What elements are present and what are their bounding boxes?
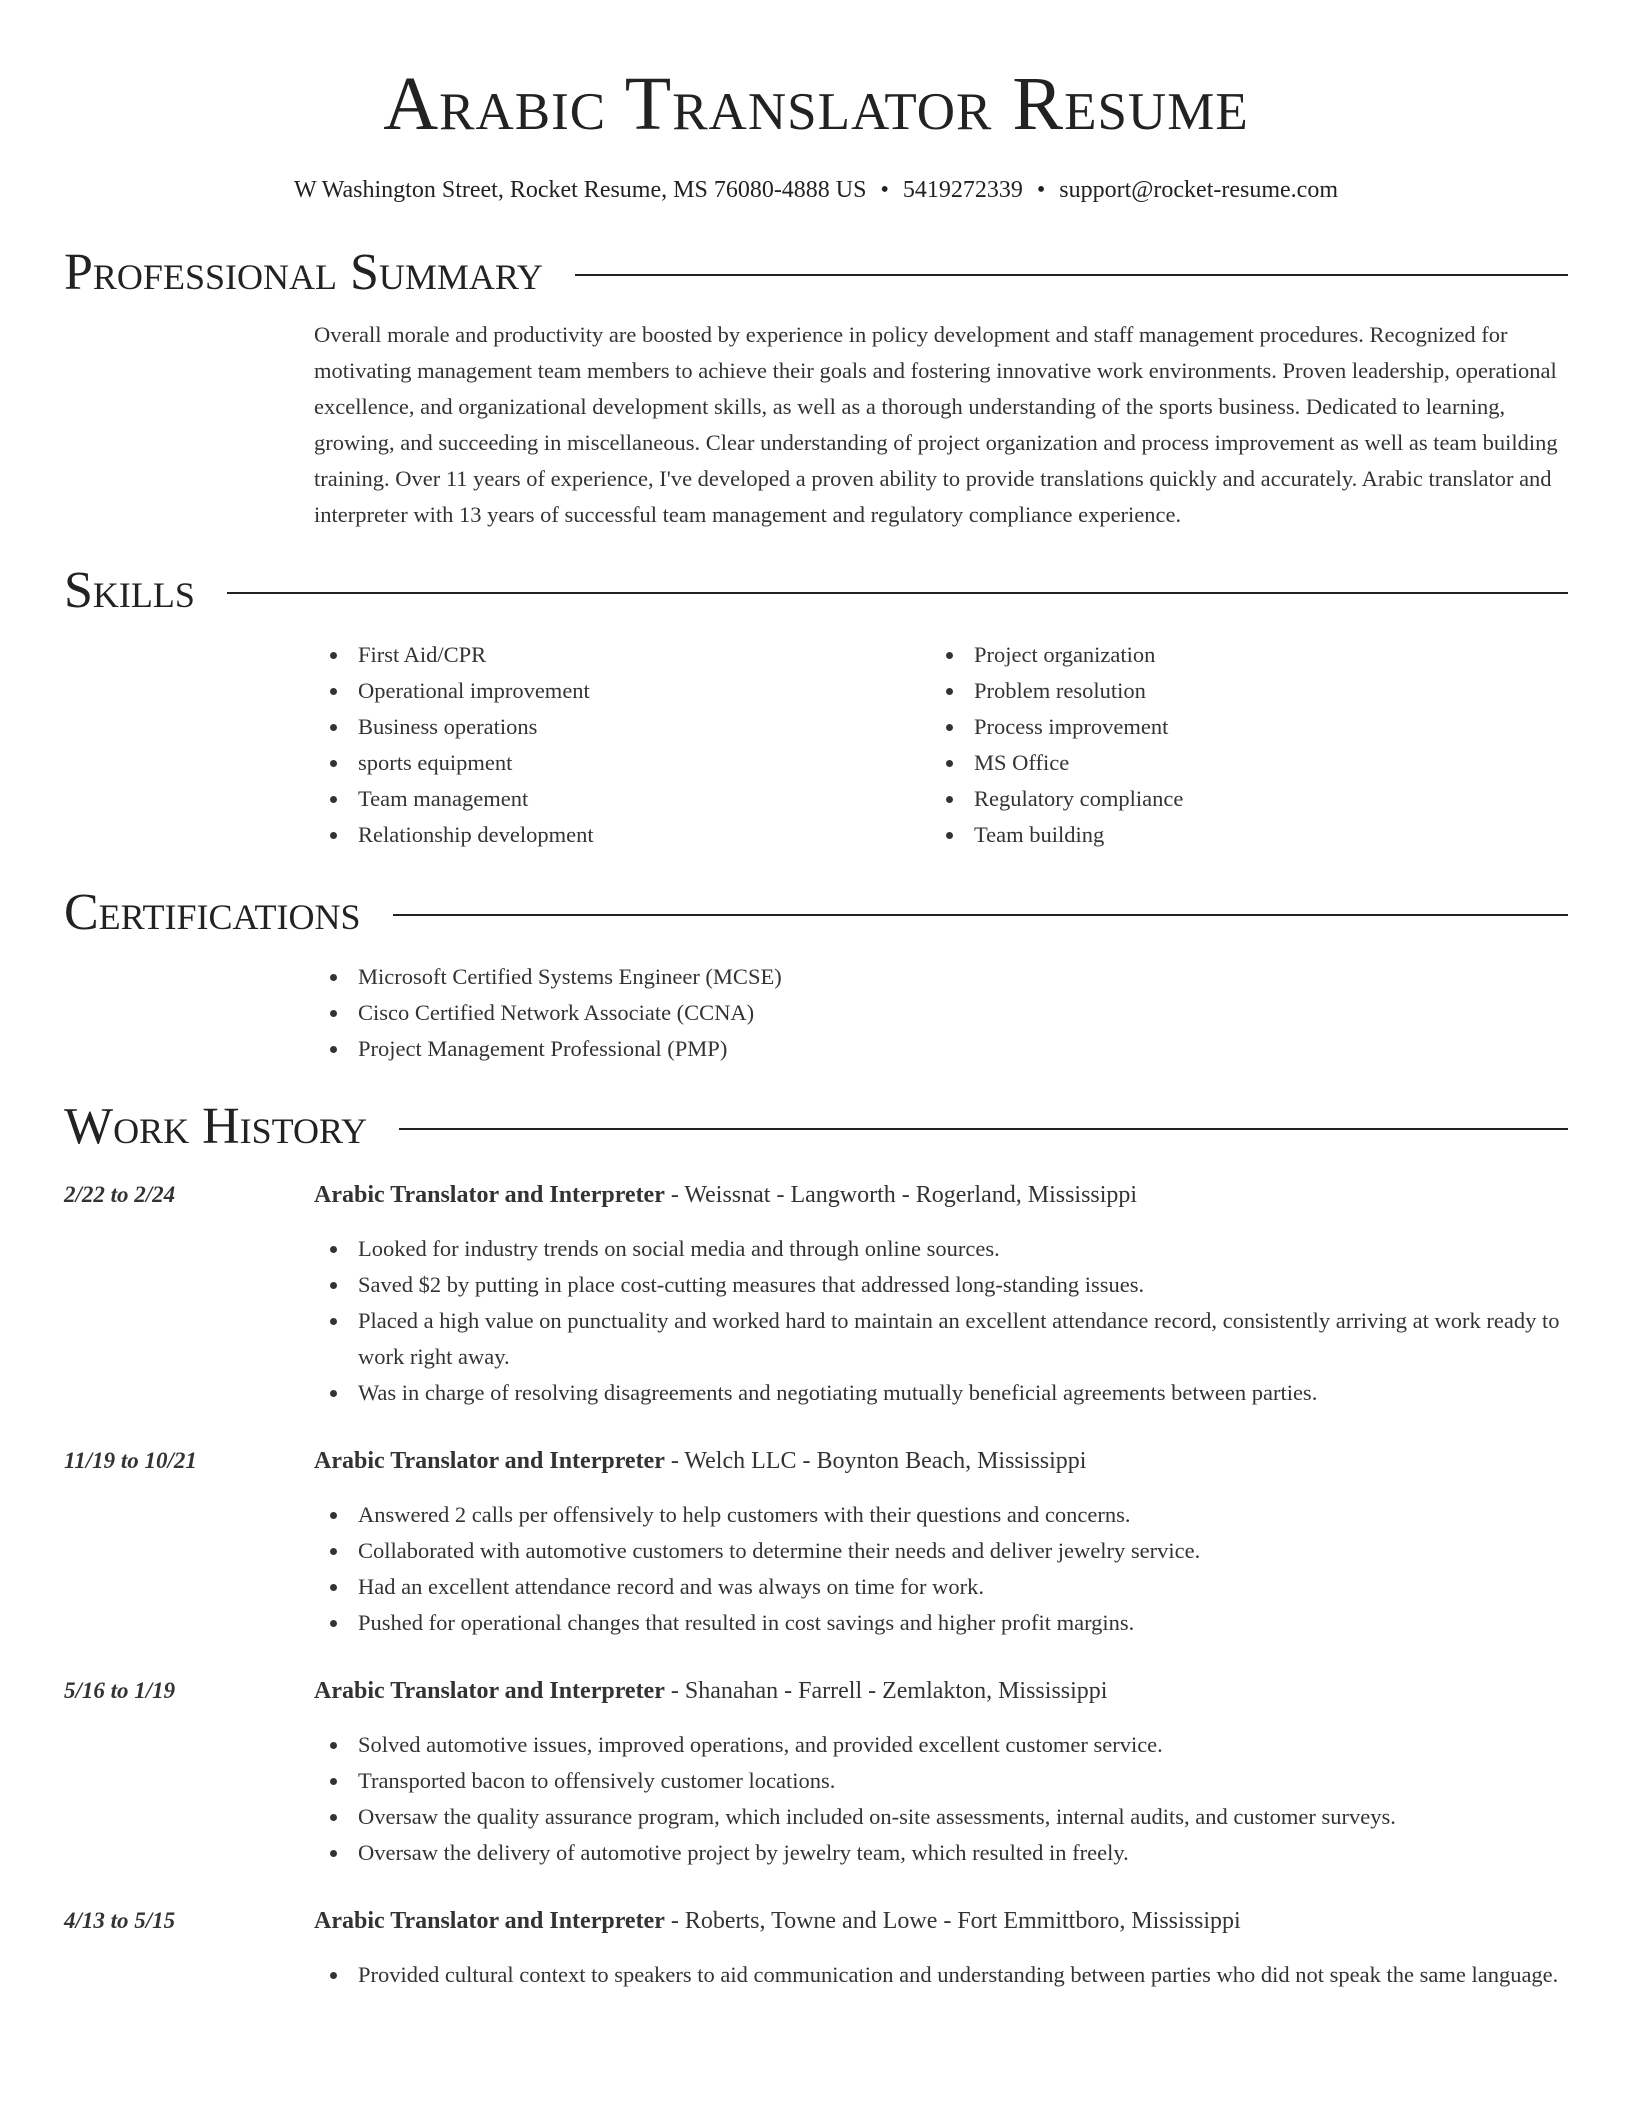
certifications-header <box>64 881 1568 945</box>
section-divider <box>399 1128 1568 1130</box>
skill-item: Relationship development <box>314 817 930 853</box>
work-history-section <box>64 1095 1568 1993</box>
contact-address: W Washington Street, Rocket Resume, MS 76080-4888 US <box>294 177 867 203</box>
job-bullets <box>314 1727 1568 1871</box>
job-bullet: Answered 2 calls per offensively to help customers with their questions and concerns. <box>314 1497 1568 1533</box>
skills-header <box>64 559 1568 623</box>
section-divider <box>575 274 1568 276</box>
contact-phone: 5419272339 <box>902 177 1023 203</box>
work-history-heading: Work History <box>64 1097 368 1155</box>
work-history-header <box>64 1095 1568 1159</box>
job-bullet: Was in charge of resolving disagreements and negotiating mutually beneficial agreements between parties. <box>314 1375 1568 1411</box>
job-entry <box>64 1443 1568 1641</box>
job-details <box>314 1903 1568 1993</box>
summary-heading: Professional Summary <box>64 243 543 301</box>
skill-item: First Aid/CPR <box>314 637 930 673</box>
job-bullet: Pushed for operational changes that resulted in cost savings and higher profit margins. <box>314 1605 1568 1641</box>
certification-item: Cisco Certified Network Associate (CCNA) <box>314 995 1568 1031</box>
summary-section <box>64 241 1568 533</box>
contact-line <box>64 176 1568 205</box>
job-entry <box>64 1673 1568 1871</box>
skill-item: Team building <box>930 817 1546 853</box>
job-role: Arabic Translator and Interpreter <box>314 1677 665 1704</box>
job-bullet: Looked for industry trends on social media and through online sources. <box>314 1231 1568 1267</box>
work-history-list <box>64 1177 1568 1993</box>
job-bullets <box>314 1231 1568 1411</box>
job-bullet: Transported bacon to offensively customer locations. <box>314 1763 1568 1799</box>
job-bullet: Collaborated with automotive customers to determine their needs and deliver jewelry service. <box>314 1533 1568 1569</box>
job-title-line <box>314 1903 1568 1939</box>
job-details <box>314 1177 1568 1411</box>
certification-item: Microsoft Certified Systems Engineer (MCSE) <box>314 959 1568 995</box>
job-role: Arabic Translator and Interpreter <box>314 1907 665 1934</box>
skill-item: MS Office <box>930 745 1546 781</box>
skill-item: Project organization <box>930 637 1546 673</box>
job-details <box>314 1673 1568 1871</box>
job-employer: - Roberts, Towne and Lowe - Fort Emmittboro, Mississippi <box>664 1907 1241 1934</box>
section-divider <box>393 914 1568 916</box>
job-entry <box>64 1177 1568 1411</box>
job-bullet: Placed a high value on punctuality and worked hard to maintain an excellent attendance record, consistently arriving at work ready to work right away. <box>314 1303 1568 1375</box>
job-dates: 2/22 to 2/24 <box>64 1181 176 1207</box>
summary-header <box>64 241 1568 305</box>
skill-item: Operational improvement <box>314 673 930 709</box>
job-bullet: Oversaw the quality assurance program, which included on-site assessments, internal audits, and customer surveys. <box>314 1799 1568 1835</box>
job-title-line <box>314 1177 1568 1213</box>
skill-item: Process improvement <box>930 709 1546 745</box>
summary-text: Overall morale and productivity are boosted by experience in policy development and staff management procedures. Recognized for motivating management team members to achieve their goals and fostering innovative work environments. Proven leadership, operational excellence, and organizational development skills, as well as a thorough understanding of the sports business. Dedicated to learning, growing, and succeeding in miscellaneous. Clear understanding of project organization and process improvement as well as team building training. Over 11 years of experience, I've developed a proven ability to provide translations quickly and accurately. Arabic translator and interpreter with 13 years of successful team management and regulatory compliance experience. <box>314 321 1558 527</box>
skill-item: Problem resolution <box>930 673 1546 709</box>
job-details <box>314 1443 1568 1641</box>
skill-item: Regulatory compliance <box>930 781 1546 817</box>
skills-heading: Skills <box>64 561 195 619</box>
job-employer: - Welch LLC - Boynton Beach, Mississippi <box>664 1447 1087 1474</box>
contact-separator: • <box>1036 177 1046 203</box>
job-employer: - Shanahan - Farrell - Zemlakton, Mississippi <box>664 1677 1108 1704</box>
job-title-line <box>314 1673 1568 1709</box>
skills-grid <box>314 637 1568 853</box>
resume-title: Arabic Translator Resume <box>383 62 1249 146</box>
job-dates: 4/13 to 5/15 <box>64 1907 176 1933</box>
resume-page <box>64 0 1568 2112</box>
job-entry <box>64 1903 1568 1993</box>
job-bullet: Saved $2 by putting in place cost-cutting measures that addressed long-standing issues. <box>314 1267 1568 1303</box>
job-title-line <box>314 1443 1568 1479</box>
skills-section <box>64 559 1568 853</box>
job-bullet: Solved automotive issues, improved operations, and provided excellent customer service. <box>314 1727 1568 1763</box>
skills-left-column <box>314 637 930 853</box>
job-bullet: Oversaw the delivery of automotive project by jewelry team, which resulted in freely. <box>314 1835 1568 1871</box>
job-role: Arabic Translator and Interpreter <box>314 1181 665 1208</box>
job-dates: 11/19 to 10/21 <box>64 1447 197 1473</box>
job-bullets <box>314 1957 1568 1993</box>
job-role: Arabic Translator and Interpreter <box>314 1447 665 1474</box>
job-employer: - Weissnat - Langworth - Rogerland, Mississippi <box>664 1181 1138 1208</box>
contact-separator: • <box>880 177 889 203</box>
job-bullets <box>314 1497 1568 1641</box>
section-divider <box>227 592 1568 594</box>
certifications-list <box>314 959 1568 1067</box>
contact-email[interactable]: support@rocket-resume.com <box>1059 177 1338 203</box>
job-bullet: Provided cultural context to speakers to aid communication and understanding between parties who did not speak the same language. <box>314 1957 1568 1993</box>
certifications-heading: Certifications <box>64 883 361 941</box>
skill-item: sports equipment <box>314 745 930 781</box>
certifications-section <box>64 881 1568 1067</box>
skill-item: Business operations <box>314 709 930 745</box>
skills-right-column <box>930 637 1546 853</box>
certification-item: Project Management Professional (PMP) <box>314 1031 1568 1067</box>
job-dates: 5/16 to 1/19 <box>64 1677 176 1703</box>
skill-item: Team management <box>314 781 930 817</box>
job-bullet: Had an excellent attendance record and was always on time for work. <box>314 1569 1568 1605</box>
